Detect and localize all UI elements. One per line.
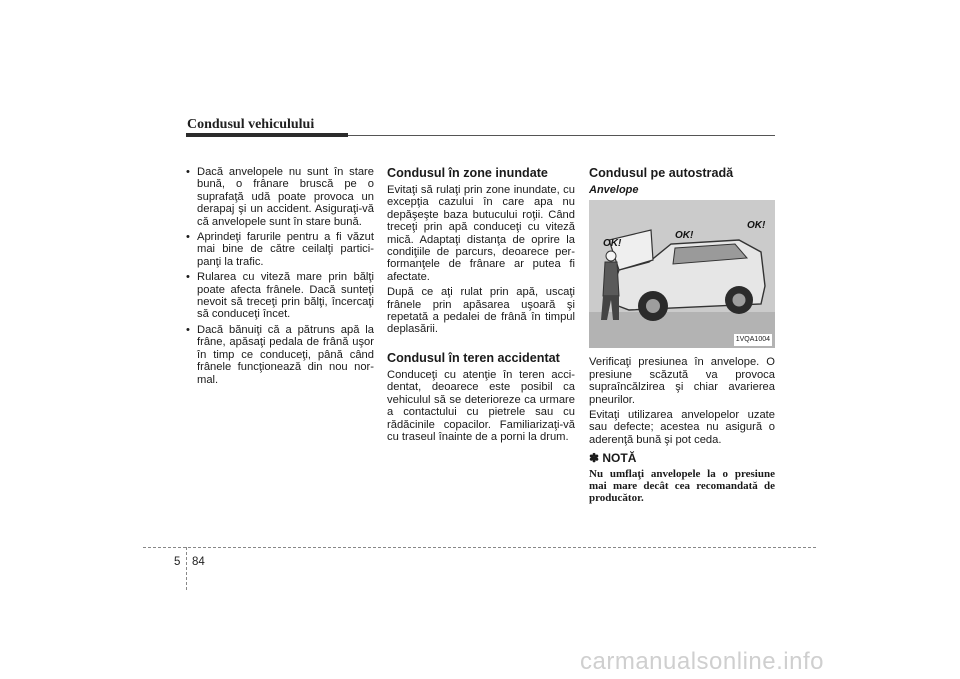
section-heading-flooded: Condusul în zone inundate	[387, 166, 548, 180]
paragraph: Evitaţi să rulaţi prin zone inundate, cu excepţia cazului în care apa nu depăşeşte baza butucului roţii. Când treceţi prin apă conduceţi cu viteză mică. Adaptaţi distanţa de oprire la condiţiile de parcurs, deoarece per-formanţele de frânare ar putea fi afectate.	[387, 184, 575, 283]
note-title: ✽ NOTĂ	[589, 451, 637, 466]
bullet-text: Dacă anvelopele nu sunt în stare bună, o frânare bruscă pe o suprafaţă udă poate provoca un derapaj şi un accident. Asiguraţi-vă că anvelopele sunt în stare bună.	[197, 166, 374, 228]
list-item	[186, 231, 374, 268]
column-1	[186, 166, 374, 389]
list-item	[186, 324, 374, 386]
column-3	[589, 166, 775, 504]
bullet-text: Rularea cu viteză mare prin bălţi poate afecta frânele. Dacă sunteţi nevoit să treceţi prin bălţi, încercaţi să conduceţi încet.	[197, 271, 374, 321]
paragraph: Verificaţi presiunea în anvelope. O presiune scăzută va provoca supraîncălzirea şi chiar avarierea pneurilor.	[589, 356, 775, 406]
ok-label: OK!	[675, 230, 694, 242]
footer-rule	[143, 547, 816, 548]
paragraph: Conduceţi cu atenţie în teren acci-dentat, deoarece este posibil ca vehiculul să se deterioreze ca urmare a contactului cu pietrele sau cu rădăcinile copacilor. Familiarizaţi-vă cu traseul înainte de a porni la drum.	[387, 368, 575, 443]
header-rule	[348, 135, 775, 136]
header-bar	[186, 133, 348, 137]
page-number: 84	[192, 556, 205, 568]
subheading-tires: Anvelope	[589, 184, 639, 196]
chapter-number: 5	[174, 556, 181, 568]
list-item	[186, 271, 374, 321]
bullet-icon: •	[186, 231, 190, 244]
bullet-icon: •	[186, 323, 190, 336]
tire-check-illustration	[589, 200, 775, 348]
paragraph: Evitaţi utilizarea anvelopelor uzate sau defecte; acestea nu asigură o aderenţă bună şi pot ceda.	[589, 409, 775, 446]
bullet-list	[186, 166, 374, 386]
figure-code: 1VQA1004	[734, 334, 772, 346]
bullet-icon: •	[186, 166, 190, 178]
footer-divider	[186, 547, 187, 590]
page-header-title: Condusul vehiculului	[187, 117, 315, 132]
bullet-text: Aprindeţi farurile pentru a fi văzut mai bine de către ceilalţi partici-panţi la trafic.	[197, 231, 374, 268]
watermark: carmanualsonline.info	[580, 648, 824, 675]
section-heading-highway: Condusul pe autostradă	[589, 166, 734, 180]
ok-label: OK!	[603, 238, 622, 250]
column-2	[387, 166, 575, 446]
bullet-icon: •	[186, 271, 190, 284]
list-item	[186, 166, 374, 228]
car-illustration	[589, 200, 775, 348]
ok-label: OK!	[747, 220, 766, 232]
bullet-text: Dacă bănuiţi că a pătruns apă la frâne, apăsaţi pedala de frână uşor în timp ce conduceţi, până când frânele funcţionează din nou nor-mal.	[197, 323, 374, 386]
section-heading-rough-terrain: Condusul în teren accidentat	[387, 350, 560, 365]
paragraph: După ce aţi rulat prin apă, uscaţi frânele prin apăsarea uşoară şi repetată a pedalei de frână în timpul deplasării.	[387, 286, 575, 336]
note-text: Nu umflaţi anvelopele la o presiune mai mare decât cea recomandată de producător.	[589, 467, 775, 504]
